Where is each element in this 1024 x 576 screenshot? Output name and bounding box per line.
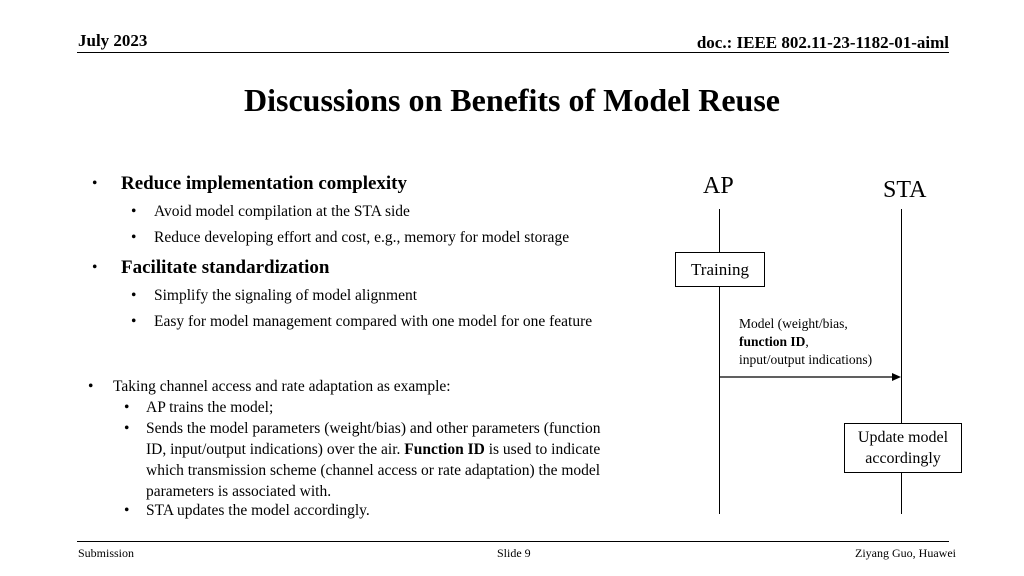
update-model-box: [844, 423, 962, 473]
ap-label: AP: [703, 173, 734, 199]
footer-submission: Submission: [78, 546, 135, 560]
update-line-1: Update model: [857, 429, 949, 446]
example-label: Taking channel access and rate adaptation as example:: [113, 378, 451, 395]
footer-slide-number: Slide 9: [497, 546, 531, 560]
msg-line-3: input/output indications): [739, 352, 873, 367]
header-date: July 2023: [78, 31, 148, 50]
bullet-dot: •: [131, 203, 137, 220]
update-line-2: accordingly: [865, 450, 941, 467]
example-item-2: [146, 418, 614, 502]
model-message-label: [739, 315, 872, 369]
bullet-dot: •: [131, 287, 137, 304]
bullet-dot: •: [124, 420, 130, 437]
bullet-dot: •: [131, 229, 137, 246]
bullet-2-label: Facilitate standardization: [121, 257, 330, 278]
bullet-dot: •: [92, 175, 98, 192]
bullet-1-label: Reduce implementation complexity: [121, 173, 408, 194]
example-item-2-text-end: is used to indicate which transmission scheme (channel access or rate adaptation) the model parameters is associated with.: [146, 441, 601, 500]
msg-function-id: function ID: [739, 334, 806, 349]
bullet-1-sub-2: Reduce developing effort and cost, e.g., memory for model storage: [154, 229, 570, 246]
header-doc-id: doc.: IEEE 802.11-23-1182-01-aiml: [696, 33, 949, 52]
bullet-dot: •: [88, 378, 94, 395]
msg-line-1: Model (weight/bias,: [739, 316, 848, 331]
footer-author: Ziyang Guo, Huawei: [855, 546, 956, 560]
arrowhead-icon: [892, 373, 901, 381]
bullet-dot: •: [124, 502, 130, 519]
header-divider: [77, 52, 949, 53]
bullet-1-sub-1: Avoid model compilation at the STA side: [154, 203, 410, 220]
footer-divider: [77, 541, 949, 542]
msg-comma: ,: [805, 334, 809, 349]
slide-title: Discussions on Benefits of Model Reuse: [243, 82, 780, 118]
example-item-3: STA updates the model accordingly.: [146, 502, 370, 519]
model-arrow: [715, 370, 910, 384]
bullet-dot: •: [124, 399, 130, 416]
sta-label: STA: [883, 177, 927, 203]
training-box: Training: [675, 252, 765, 287]
example-item-2-bold: Function ID: [404, 441, 485, 458]
bullet-2-sub-2: Easy for model management compared with one model for one feature: [154, 313, 593, 330]
example-item-2-text: Sends the model parameters (weight/bias) and other parameters (function ID, input/output indications) over the air.: [146, 420, 601, 458]
msg-line-2: [739, 333, 872, 351]
example-item-1: AP trains the model;: [146, 399, 274, 416]
bullet-2-sub-1: Simplify the signaling of model alignment: [154, 287, 418, 304]
bullet-dot: •: [131, 313, 137, 330]
bullet-dot: •: [92, 259, 98, 276]
